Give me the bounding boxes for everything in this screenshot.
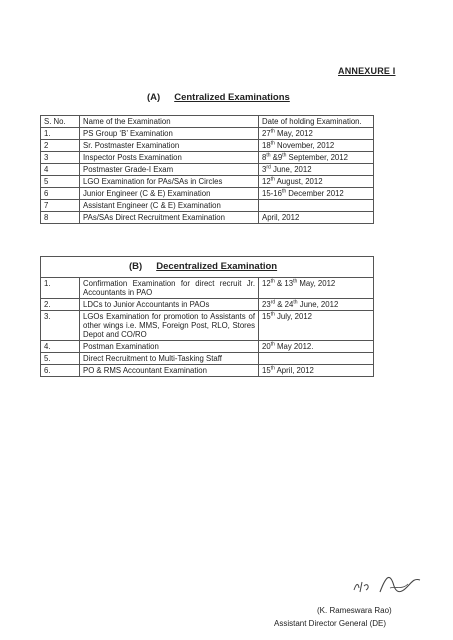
- row-sno: 5: [41, 176, 80, 188]
- table-row: [41, 212, 374, 224]
- row-date: 27th May, 2012: [259, 128, 374, 140]
- row-exam-name: Confirmation Examination for direct recruit Jr. Accountants in PAO: [80, 278, 259, 299]
- row-exam-name: Postmaster Grade-I Exam: [80, 164, 259, 176]
- row-exam-name: Inspector Posts Examination: [80, 152, 259, 164]
- row-exam-name: Direct Recruitment to Multi-Tasking Staff: [80, 353, 259, 365]
- row-sno: 4: [41, 164, 80, 176]
- section-b-heading-cell: [41, 257, 374, 278]
- row-exam-name: Sr. Postmaster Examination: [80, 140, 259, 152]
- row-date: 3rd June, 2012: [259, 164, 374, 176]
- section-b-prefix: (B): [129, 261, 143, 272]
- row-sno: 1.: [41, 128, 80, 140]
- row-exam-name: PO & RMS Accountant Examination: [80, 365, 259, 377]
- section-b-title: Decentralized Examination: [156, 261, 278, 272]
- signatory-name: (K. Rameswara Rao): [317, 606, 392, 615]
- row-exam-name: PAs/SAs Direct Recruitment Examination: [80, 212, 259, 224]
- table-row: [41, 176, 374, 188]
- section-b-heading-row: [41, 257, 374, 278]
- row-date: 12th August, 2012: [259, 176, 374, 188]
- table-row: [41, 152, 374, 164]
- row-sno: 3: [41, 152, 80, 164]
- signatory-title: Assistant Director General (DE): [274, 619, 387, 628]
- row-sno: 6: [41, 188, 80, 200]
- header-date: Date of holding Examination.: [259, 116, 374, 128]
- row-sno: 6.: [41, 365, 80, 377]
- table-row: [41, 311, 374, 341]
- row-date: 20th May 2012.: [259, 341, 374, 353]
- header-sno: S. No.: [41, 116, 80, 128]
- table-row: [41, 140, 374, 152]
- decentralized-exams-table: [40, 256, 374, 377]
- section-a-heading: [147, 92, 290, 103]
- row-exam-name: Assistant Engineer (C & E) Examination: [80, 200, 259, 212]
- row-sno: 4.: [41, 341, 80, 353]
- table-row: [41, 128, 374, 140]
- row-exam-name: LDCs to Junior Accountants in PAOs: [80, 299, 259, 311]
- row-sno: 1.: [41, 278, 80, 299]
- table-row: [41, 365, 374, 377]
- table-header-row: [41, 116, 374, 128]
- row-exam-name: LGOs Examination for promotion to Assistants of other wings i.e. MMS, Foreign Post, RLO, Stores Depot and CO/RO: [80, 311, 259, 341]
- table-row: [41, 188, 374, 200]
- section-a-prefix: (A): [147, 92, 161, 103]
- row-sno: 2: [41, 140, 80, 152]
- table-row: [41, 200, 374, 212]
- row-date: 23rd & 24th June, 2012: [259, 299, 374, 311]
- row-date: 15th July, 2012: [259, 311, 374, 341]
- row-date: [259, 200, 374, 212]
- signature-image: [350, 568, 430, 602]
- row-sno: 3.: [41, 311, 80, 341]
- table-row: [41, 299, 374, 311]
- section-a-title: Centralized Examinations: [174, 92, 290, 103]
- row-sno: 8: [41, 212, 80, 224]
- centralized-exams-table: [40, 115, 374, 224]
- table-row: [41, 164, 374, 176]
- row-sno: 2.: [41, 299, 80, 311]
- row-date: [259, 353, 374, 365]
- table-row: [41, 341, 374, 353]
- header-exam-name: Name of the Examination: [80, 116, 259, 128]
- table-row: [41, 278, 374, 299]
- row-date: 15th April, 2012: [259, 365, 374, 377]
- row-exam-name: PS Group ‘B’ Examination: [80, 128, 259, 140]
- row-date: April, 2012: [259, 212, 374, 224]
- row-exam-name: Postman Examination: [80, 341, 259, 353]
- row-date: 15-16th December 2012: [259, 188, 374, 200]
- row-exam-name: Junior Engineer (C & E) Examination: [80, 188, 259, 200]
- table-row: [41, 353, 374, 365]
- row-sno: 5.: [41, 353, 80, 365]
- annexure-label: ANNEXURE I: [338, 66, 396, 76]
- row-date: 8th &9th September, 2012: [259, 152, 374, 164]
- row-exam-name: LGO Examination for PAs/SAs in Circles: [80, 176, 259, 188]
- row-date: 12th & 13th May, 2012: [259, 278, 374, 299]
- row-date: 18th November, 2012: [259, 140, 374, 152]
- row-sno: 7: [41, 200, 80, 212]
